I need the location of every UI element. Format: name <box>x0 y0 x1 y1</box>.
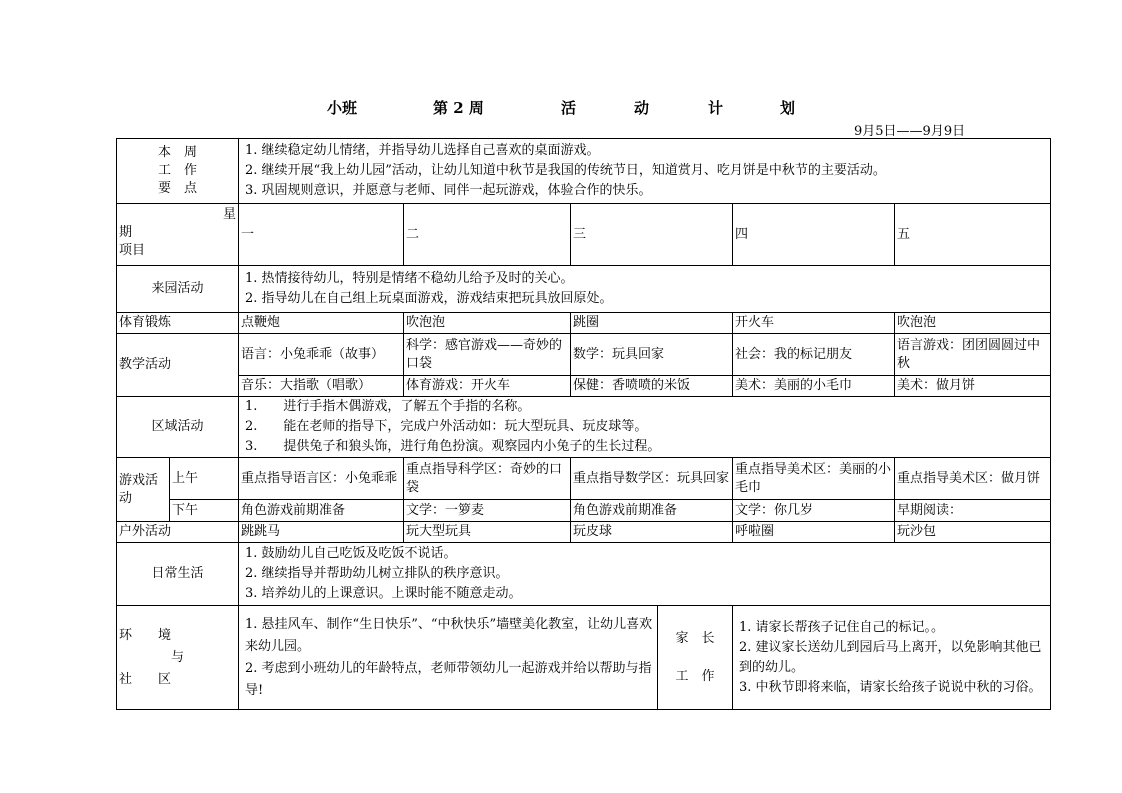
game-pm-cell: 角色游戏前期准备 <box>239 500 404 522</box>
weekly-goals-label <box>117 139 239 204</box>
arrival-content <box>239 266 1051 313</box>
outdoor-cell: 玩大型玩具 <box>404 522 571 543</box>
teaching-cell: 音乐：大指歌（唱歌） <box>239 376 404 397</box>
teaching-cell: 美术：做月饼 <box>895 376 1051 397</box>
label-line: 本 周 <box>158 145 198 160</box>
game-label: 游戏活动 <box>117 458 170 522</box>
outdoor-row <box>117 522 1051 543</box>
teaching-row-1 <box>117 334 1051 376</box>
outdoor-cell: 呼啦圈 <box>733 522 895 543</box>
game-am-row <box>117 458 1051 500</box>
plan-table <box>116 138 1051 710</box>
teaching-cell: 科学：感官游戏——奇妙的口袋 <box>404 334 571 376</box>
game-pm-cell: 文学：你几岁 <box>733 500 895 522</box>
game-am-cell: 重点指导美术区：美丽的小毛巾 <box>733 458 895 500</box>
area-row <box>117 397 1051 458</box>
daily-row <box>117 543 1051 606</box>
pe-cell: 跳圈 <box>571 313 733 334</box>
teaching-label: 教学活动 <box>117 334 239 397</box>
label-line: 工 作 <box>158 163 198 178</box>
env-parents-row <box>117 606 1051 710</box>
outdoor-cell: 跳跳马 <box>239 522 404 543</box>
parents-content: 1. 请家长帮孩子记住自己的标记。。 2. 建议家长送幼儿到园后马上离开，以免影响其他已到的幼儿。 3. 中秋节即将来临，请家长给孩子说说中秋的习俗。 <box>733 606 1051 710</box>
corner-day: 星 <box>223 207 237 222</box>
arrival-item: 1. 热情接待幼儿，特别是情绪不稳幼儿给予及时的关心。 <box>245 271 574 286</box>
environment-label <box>117 606 239 710</box>
outdoor-cell: 玩沙包 <box>895 522 1051 543</box>
title-week: 第 2 周 <box>433 99 484 117</box>
teaching-cell: 社会：我的标记朋友 <box>733 334 895 376</box>
teaching-cell: 语言游戏：团团圆圆过中秋 <box>895 334 1051 376</box>
game-am-cell: 重点指导科学区：奇妙的口袋 <box>404 458 571 500</box>
pe-cell: 吹泡泡 <box>895 313 1051 334</box>
area-content <box>239 397 1051 458</box>
teaching-cell: 语言：小兔乖乖（故事） <box>239 334 404 376</box>
pe-cell: 点鞭炮 <box>239 313 404 334</box>
pe-cell: 开火车 <box>733 313 895 334</box>
outdoor-cell: 玩皮球 <box>571 522 733 543</box>
area-item: 3. 提供兔子和狼头饰，进行角色扮演。观察园内小兔子的生长过程。 <box>245 439 661 454</box>
teaching-cell: 美术：美丽的小毛巾 <box>733 376 895 397</box>
outdoor-label: 户外活动 <box>117 522 239 543</box>
plan-title <box>0 97 1122 121</box>
day-header-wed: 三 <box>571 204 733 266</box>
teaching-cell: 数学：玩具回家 <box>571 334 733 376</box>
daily-item: 2. 继续指导并帮助幼儿树立排队的秩序意识。 <box>245 566 509 581</box>
day-header-fri: 五 <box>895 204 1051 266</box>
daily-label: 日常生活 <box>117 543 239 606</box>
label-line: 社 区 <box>119 671 172 687</box>
title-class: 小班 <box>327 99 358 117</box>
area-item: 1. 进行手指木偶游戏，了解五个手指的名称。 <box>245 399 531 414</box>
title-char: 活 <box>561 99 577 117</box>
pe-row <box>117 313 1051 334</box>
game-am-cell: 重点指导美术区：做月饼 <box>895 458 1051 500</box>
environment-content: 1. 悬挂风车、制作“生日快乐”、“中秋快乐”墙壁美化教室，让幼儿喜欢来幼儿园。 2. 考虑到小班幼儿的年龄特点，老师带领幼儿一起游戏并给以帮助与指导! <box>239 606 658 710</box>
area-item: 2. 能在老师的指导下，完成户外活动如：玩大型玩具、玩皮球等。 <box>245 419 648 434</box>
label-line: 与 <box>171 649 185 665</box>
game-pm-cell: 角色游戏前期准备 <box>571 500 733 522</box>
day-header-tue: 二 <box>404 204 571 266</box>
daily-item: 3. 培养幼儿的上课意识。上课时能不随意走动。 <box>245 586 522 601</box>
label-line: 家 长 <box>675 630 715 646</box>
corner-week: 期 <box>119 225 133 240</box>
header-row <box>117 204 1051 266</box>
weekly-goals-content <box>239 139 1051 204</box>
corner-item: 项目 <box>119 243 146 258</box>
header-corner <box>117 204 239 266</box>
teaching-cell: 保健：香喷喷的米饭 <box>571 376 733 397</box>
game-am-cell: 重点指导数学区：玩具回家 <box>571 458 733 500</box>
teaching-row-2 <box>117 376 1051 397</box>
pe-cell: 吹泡泡 <box>404 313 571 334</box>
daily-content <box>239 543 1051 606</box>
label-line: 环 境 <box>119 627 172 643</box>
game-pm-cell: 早期阅读： <box>895 500 1051 522</box>
game-pm-cell: 文学：一箩麦 <box>404 500 571 522</box>
label-line: 要 点 <box>158 181 198 196</box>
game-pm-row <box>117 500 1051 522</box>
daily-item: 1. 鼓励幼儿自己吃饭及吃饭不说话。 <box>245 546 457 561</box>
arrival-row <box>117 266 1051 313</box>
day-header-thu: 四 <box>733 204 895 266</box>
goal-item: 3. 巩固规则意识，并愿意与老师、同伴一起玩游戏，体验合作的快乐。 <box>245 183 652 198</box>
game-am-cell: 重点指导语言区：小兔乖乖 <box>239 458 404 500</box>
title-char: 动 <box>634 99 650 117</box>
game-pm-label: 下午 <box>170 500 239 522</box>
area-label: 区域活动 <box>117 397 239 458</box>
label-line: 工 作 <box>675 668 715 684</box>
arrival-item: 2. 指导幼儿在自己组上玩桌面游戏，游戏结束把玩具放回原处。 <box>245 291 613 306</box>
title-char: 计 <box>708 99 724 117</box>
title-char: 划 <box>780 99 796 117</box>
date-range: 9月5日——9月9日 <box>854 124 966 139</box>
goal-item: 1. 继续稳定幼儿情绪，并指导幼儿选择自己喜欢的桌面游戏。 <box>245 143 600 158</box>
parents-label <box>658 606 733 710</box>
teaching-cell: 体育游戏：开火车 <box>404 376 571 397</box>
pe-label: 体育锻炼 <box>117 313 239 334</box>
day-header-mon: 一 <box>239 204 404 266</box>
game-am-label: 上午 <box>170 458 239 500</box>
arrival-label: 来园活动 <box>117 266 239 313</box>
weekly-goals-row <box>117 139 1051 204</box>
goal-item: 2. 继续开展“我上幼儿园”活动，让幼儿知道中秋节是我国的传统节日，知道赏月、吃月饼是中秋节的主要活动。 <box>245 163 886 178</box>
